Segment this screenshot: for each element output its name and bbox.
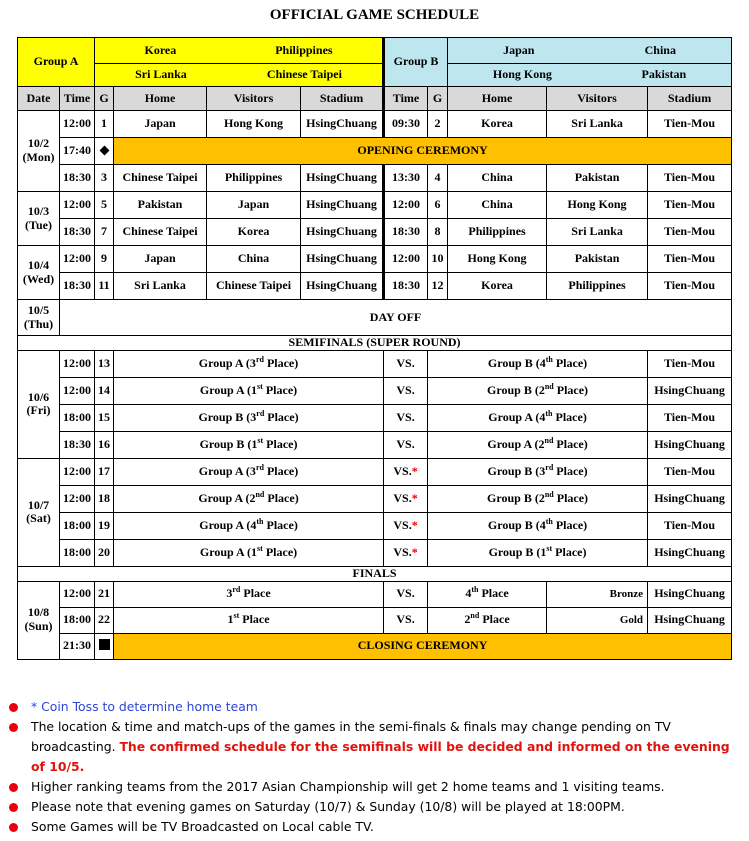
game-number: 2 xyxy=(428,111,448,138)
visitor-team: Pakistan xyxy=(547,246,648,273)
finals-banner: FINALS xyxy=(18,566,732,581)
stadium: Tien-Mou xyxy=(648,219,732,246)
medal-label: Bronze xyxy=(547,581,648,607)
visitor-team: Philippines xyxy=(547,273,648,300)
note-text: The location & time and match-ups of the games in the semi-finals & finals may change pending on TV broadcasting. xyxy=(31,719,671,754)
day-off-row xyxy=(18,300,732,336)
game-number: 12 xyxy=(428,273,448,300)
vs-label: VS.* xyxy=(384,512,428,539)
game-number: 4 xyxy=(428,165,448,192)
note-emphasis: The confirmed schedule for the semifinals will be decided and informed on the evening of 10/5. xyxy=(31,739,730,774)
game-row xyxy=(18,273,732,300)
group-b-label: Group B xyxy=(384,38,448,87)
column-header-row xyxy=(18,87,732,111)
game-time: 12:00 xyxy=(60,377,95,404)
header-g: G xyxy=(428,87,448,111)
date-cell: 10/6 (Fri) xyxy=(18,350,60,458)
vs-label: VS.* xyxy=(384,458,428,485)
game-row xyxy=(18,111,732,138)
game-number: 16 xyxy=(95,431,114,458)
game-time: 12:00 xyxy=(60,246,95,273)
stadium: HsingChuang xyxy=(648,539,732,566)
home-team: Sri Lanka xyxy=(114,273,207,300)
square-icon xyxy=(95,633,114,659)
visitor-team: Korea xyxy=(207,219,301,246)
closing-ceremony-banner: CLOSING CEREMONY xyxy=(114,633,732,659)
diamond-icon xyxy=(95,138,114,165)
visitor-team: Japan xyxy=(207,192,301,219)
game-number: 7 xyxy=(95,219,114,246)
semifinal-game-row xyxy=(18,539,732,566)
game-time: 12:00 xyxy=(60,458,95,485)
game-number: 8 xyxy=(428,219,448,246)
game-number: 10 xyxy=(428,246,448,273)
page-title: OFFICIAL GAME SCHEDULE xyxy=(269,7,480,23)
note-item xyxy=(5,697,745,717)
visitor-slot: 4th Place xyxy=(428,581,547,607)
group-a-label: Group A xyxy=(18,38,95,87)
group-a-teams-row-2: Sri Lanka Chinese Taipei xyxy=(95,64,384,87)
group-a-teams-row-1: Korea Philippines xyxy=(95,38,384,64)
note-text: Please note that evening games on Saturday (10/7) & Sunday (10/8) will be played at 18:00PM. xyxy=(31,799,625,814)
game-number: 21 xyxy=(95,581,114,607)
game-row xyxy=(18,165,732,192)
semifinal-game-row xyxy=(18,431,732,458)
stadium: Tien-Mou xyxy=(648,273,732,300)
stadium: Tien-Mou xyxy=(648,350,732,377)
coin-toss-star: * xyxy=(411,490,418,505)
header-visitors: Visitors xyxy=(207,87,301,111)
visitor-slot: Group B (4th Place) xyxy=(428,512,648,539)
stadium: Tien-Mou xyxy=(648,458,732,485)
game-number: 20 xyxy=(95,539,114,566)
date-cell: 10/2 (Mon) xyxy=(18,111,60,192)
day-off-label: DAY OFF xyxy=(60,300,732,336)
bullet-icon xyxy=(9,783,18,792)
stadium: Tien-Mou xyxy=(648,165,732,192)
header-stadium: Stadium xyxy=(648,87,732,111)
group-b-teams-row-1: Japan China xyxy=(448,38,732,64)
home-slot: Group B (1st Place) xyxy=(114,431,384,458)
game-number: 19 xyxy=(95,512,114,539)
visitor-slot: 2nd Place xyxy=(428,607,547,633)
game-time: 18:30 xyxy=(60,165,95,192)
semifinal-game-row xyxy=(18,404,732,431)
ceremony-row xyxy=(18,633,732,659)
stadium: HsingChuang xyxy=(301,165,384,192)
final-game-row xyxy=(18,581,732,607)
note-item xyxy=(5,777,745,797)
game-number: 18 xyxy=(95,485,114,512)
coin-toss-star: * xyxy=(411,544,418,559)
header-g: G xyxy=(95,87,114,111)
home-slot: 3rd Place xyxy=(114,581,384,607)
game-row xyxy=(18,219,732,246)
stadium: Tien-Mou xyxy=(648,246,732,273)
game-number: 13 xyxy=(95,350,114,377)
home-team: China xyxy=(448,165,547,192)
home-slot: Group B (3rd Place) xyxy=(114,404,384,431)
schedule-table xyxy=(17,37,732,660)
visitor-slot: Group A (4th Place) xyxy=(428,404,648,431)
stadium: HsingChuang xyxy=(648,377,732,404)
stadium: HsingChuang xyxy=(648,485,732,512)
vs-label: VS. xyxy=(384,607,428,633)
game-time: 18:00 xyxy=(60,539,95,566)
game-time: 18:30 xyxy=(384,273,428,300)
vs-label: VS.* xyxy=(384,539,428,566)
game-time: 13:30 xyxy=(384,165,428,192)
stadium: Tien-Mou xyxy=(648,192,732,219)
bullet-icon xyxy=(9,703,18,712)
visitor-team: Pakistan xyxy=(547,165,648,192)
game-time: 12:00 xyxy=(60,350,95,377)
game-time: 09:30 xyxy=(384,111,428,138)
group-b-teams-row-2: Hong Kong Pakistan xyxy=(448,64,732,87)
note-text: Some Games will be TV Broadcasted on Local cable TV. xyxy=(31,819,374,834)
stadium: HsingChuang xyxy=(648,581,732,607)
header-visitors: Visitors xyxy=(547,87,648,111)
stadium: Tien-Mou xyxy=(648,111,732,138)
vs-label: VS.* xyxy=(384,485,428,512)
bullet-icon xyxy=(9,723,18,732)
semifinal-game-row xyxy=(18,377,732,404)
game-time: 21:30 xyxy=(60,633,95,659)
vs-label: VS. xyxy=(384,431,428,458)
note-item xyxy=(5,717,745,777)
visitor-team: Hong Kong xyxy=(207,111,301,138)
home-slot: 1st Place xyxy=(114,607,384,633)
home-team: Pakistan xyxy=(114,192,207,219)
header-home: Home xyxy=(448,87,547,111)
game-number: 17 xyxy=(95,458,114,485)
game-time: 18:30 xyxy=(60,219,95,246)
game-number: 6 xyxy=(428,192,448,219)
game-time: 12:00 xyxy=(60,581,95,607)
home-team: Chinese Taipei xyxy=(114,165,207,192)
vs-label: VS. xyxy=(384,581,428,607)
vs-label: VS. xyxy=(384,350,428,377)
date-cell: 10/4 (Wed) xyxy=(18,246,60,300)
visitor-team: Chinese Taipei xyxy=(207,273,301,300)
visitor-slot: Group B (4th Place) xyxy=(428,350,648,377)
game-row xyxy=(18,192,732,219)
home-team: Philippines xyxy=(448,219,547,246)
visitor-team: Philippines xyxy=(207,165,301,192)
visitor-team: Sri Lanka xyxy=(547,111,648,138)
game-time: 18:30 xyxy=(60,431,95,458)
bullet-icon xyxy=(9,823,18,832)
semifinal-game-row xyxy=(18,458,732,485)
game-number: 15 xyxy=(95,404,114,431)
date-cell: 10/5 (Thu) xyxy=(18,300,60,336)
semifinal-game-row xyxy=(18,512,732,539)
coin-toss-star: * xyxy=(411,463,418,478)
home-slot: Group A (3rd Place) xyxy=(114,350,384,377)
header-stadium: Stadium xyxy=(301,87,384,111)
game-number: 22 xyxy=(95,607,114,633)
game-time: 12:00 xyxy=(60,111,95,138)
game-time: 18:30 xyxy=(60,273,95,300)
game-number: 11 xyxy=(95,273,114,300)
visitor-team: Hong Kong xyxy=(547,192,648,219)
opening-ceremony-banner: OPENING CEREMONY xyxy=(114,138,732,165)
game-time: 12:00 xyxy=(60,192,95,219)
game-time: 17:40 xyxy=(60,138,95,165)
home-slot: Group A (3rd Place) xyxy=(114,458,384,485)
home-team: Korea xyxy=(448,111,547,138)
home-team: Hong Kong xyxy=(448,246,547,273)
stadium: HsingChuang xyxy=(301,219,384,246)
header-time: Time xyxy=(60,87,95,111)
visitor-slot: Group B (3rd Place) xyxy=(428,458,648,485)
game-number: 3 xyxy=(95,165,114,192)
header-home: Home xyxy=(114,87,207,111)
game-number: 5 xyxy=(95,192,114,219)
game-number: 9 xyxy=(95,246,114,273)
home-slot: Group A (4th Place) xyxy=(114,512,384,539)
home-team: Korea xyxy=(448,273,547,300)
visitor-team: China xyxy=(207,246,301,273)
game-time: 12:00 xyxy=(384,192,428,219)
visitor-team: Sri Lanka xyxy=(547,219,648,246)
home-slot: Group A (1st Place) xyxy=(114,539,384,566)
date-cell: 10/8 (Sun) xyxy=(18,581,60,659)
header-time: Time xyxy=(384,87,428,111)
game-number: 14 xyxy=(95,377,114,404)
stadium: HsingChuang xyxy=(648,431,732,458)
medal-label: Gold xyxy=(547,607,648,633)
game-time: 18:00 xyxy=(60,404,95,431)
semifinals-banner: SEMIFINALS (SUPER ROUND) xyxy=(18,336,732,351)
semifinal-game-row xyxy=(18,350,732,377)
stadium: Tien-Mou xyxy=(648,512,732,539)
ceremony-row xyxy=(18,138,732,165)
visitor-slot: Group A (2nd Place) xyxy=(428,431,648,458)
game-row xyxy=(18,246,732,273)
visitor-slot: Group B (2nd Place) xyxy=(428,377,648,404)
note-item xyxy=(5,817,745,837)
notes-list xyxy=(5,697,745,837)
game-time: 18:00 xyxy=(60,607,95,633)
vs-label: VS. xyxy=(384,377,428,404)
home-team: Japan xyxy=(114,246,207,273)
visitor-slot: Group B (1st Place) xyxy=(428,539,648,566)
vs-label: VS. xyxy=(384,404,428,431)
stadium: HsingChuang xyxy=(301,111,384,138)
stadium: HsingChuang xyxy=(301,192,384,219)
stadium: HsingChuang xyxy=(301,273,384,300)
note-text: * Coin Toss to determine home team xyxy=(31,699,258,714)
stadium: Tien-Mou xyxy=(648,404,732,431)
date-cell: 10/3 (Tue) xyxy=(18,192,60,246)
final-game-row xyxy=(18,607,732,633)
header-date: Date xyxy=(18,87,60,111)
stadium: HsingChuang xyxy=(301,246,384,273)
game-time: 18:30 xyxy=(384,219,428,246)
coin-toss-star: * xyxy=(411,517,418,532)
home-slot: Group A (1st Place) xyxy=(114,377,384,404)
home-team: Chinese Taipei xyxy=(114,219,207,246)
game-time: 18:00 xyxy=(60,512,95,539)
visitor-slot: Group B (2nd Place) xyxy=(428,485,648,512)
bullet-icon xyxy=(9,803,18,812)
date-cell: 10/7 (Sat) xyxy=(18,458,60,566)
note-text: Higher ranking teams from the 2017 Asian Championship will get 2 home teams and 1 visiting teams. xyxy=(31,779,665,794)
note-item xyxy=(5,797,745,817)
game-time: 12:00 xyxy=(60,485,95,512)
home-slot: Group A (2nd Place) xyxy=(114,485,384,512)
home-team: Japan xyxy=(114,111,207,138)
game-time: 12:00 xyxy=(384,246,428,273)
game-number: 1 xyxy=(95,111,114,138)
stadium: HsingChuang xyxy=(648,607,732,633)
semifinal-game-row xyxy=(18,485,732,512)
home-team: China xyxy=(448,192,547,219)
